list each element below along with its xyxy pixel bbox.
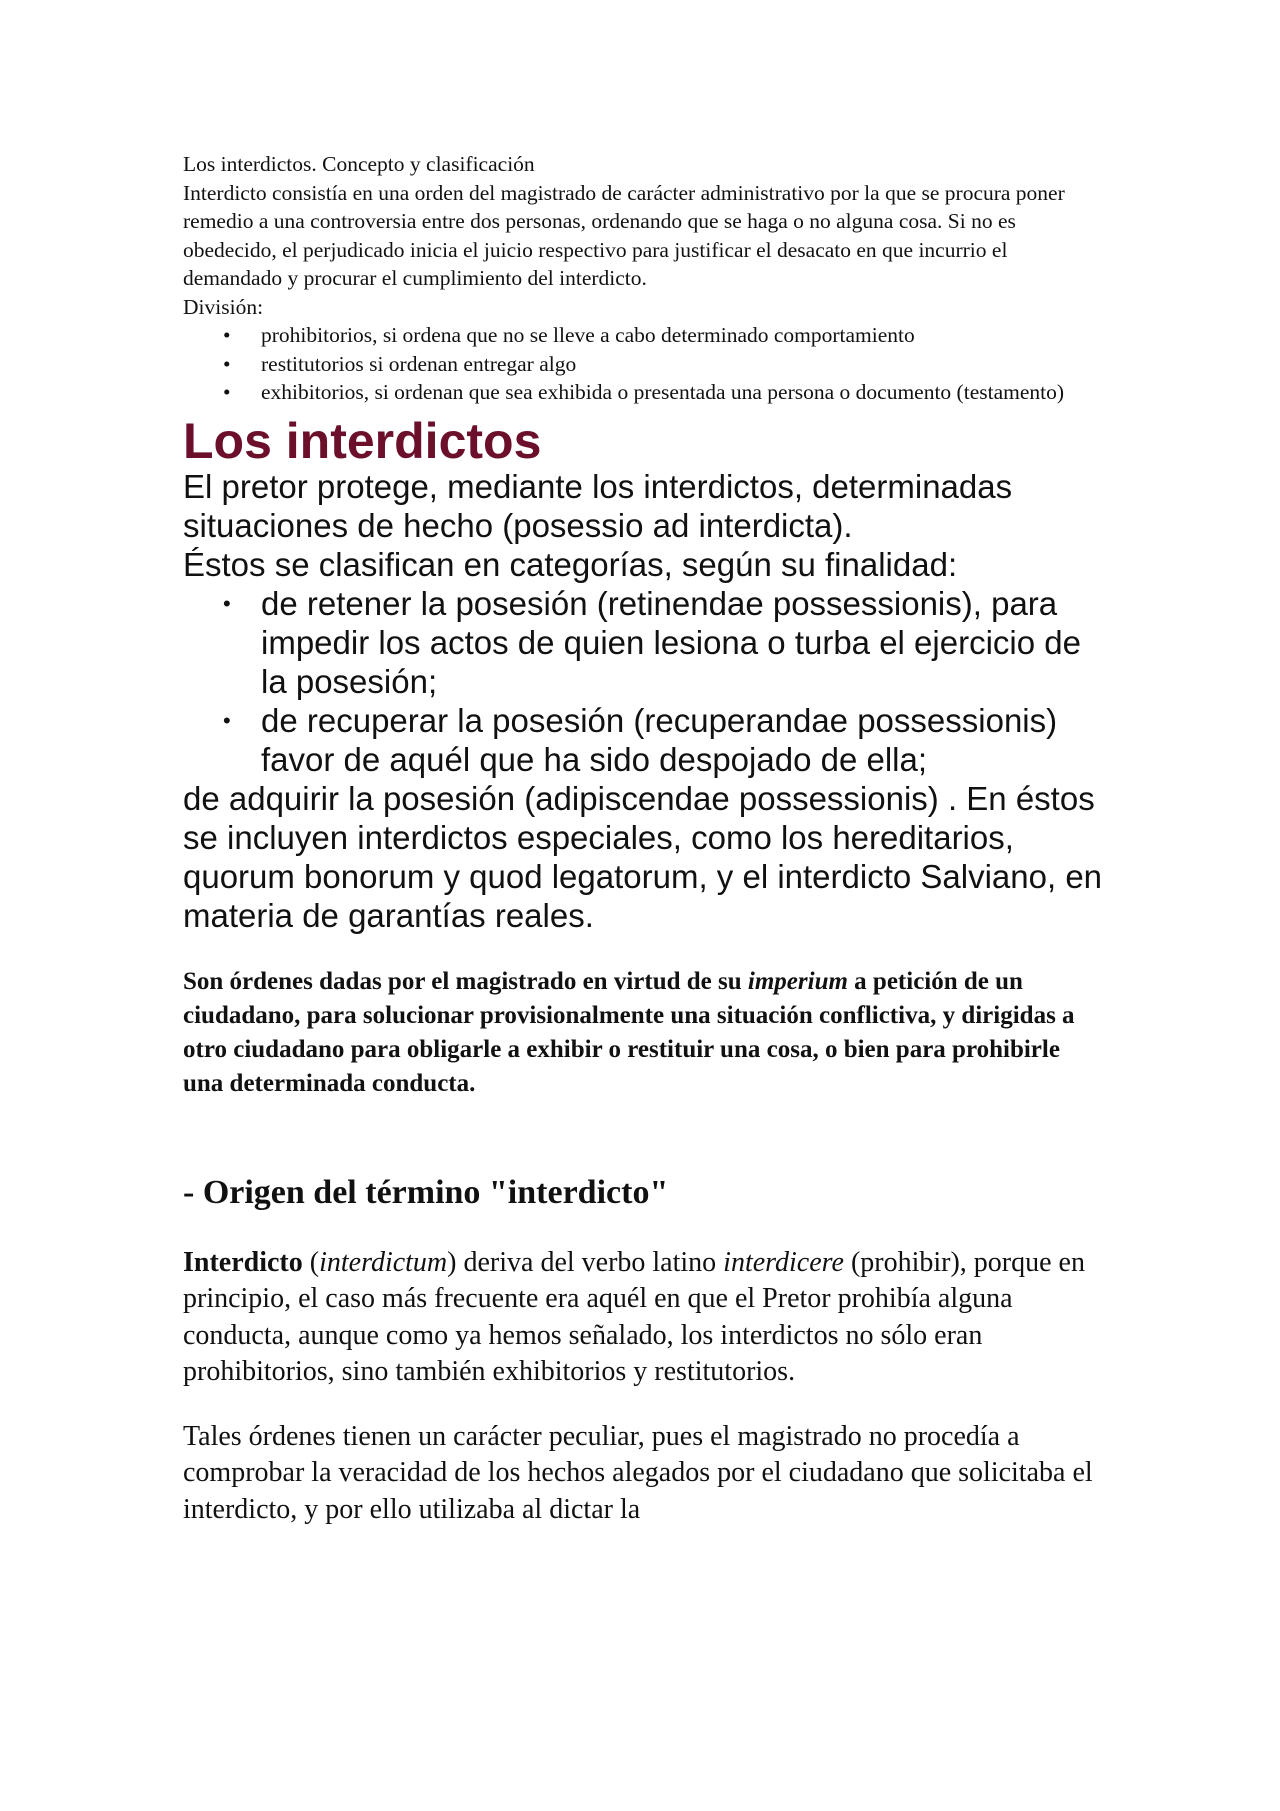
- text-fragment: ) deriva del verbo latino: [447, 1246, 724, 1278]
- slide-paragraph: El pretor protege, mediante los interdictos, determinadas situaciones de hecho (posessio ad interdicta).: [183, 467, 1013, 544]
- slide-body: [183, 467, 1103, 935]
- category-item: • de recuperar la posesión (recuperandae possessionis) favor de aquél que ha sido despojado de ella;: [183, 701, 1103, 779]
- intro-paragraph: Interdicto consistía en una orden del magistrado de carácter administrativo por la que se procura poner remedio a una controversia entre dos personas, ordenando que se haga o no alguna cosa. Si no es obedecido, el perjudicado inicia el juicio respectivo para justificar el desacato en que incurrio el demandado y procurar el cumplimiento del interdicto.: [183, 180, 1065, 290]
- intro-title: Los interdictos. Concepto y clasificación: [183, 152, 535, 176]
- slide-paragraph: Éstos se clasifican en categorías, según su finalidad:: [183, 545, 958, 583]
- latin-term: interdictum: [319, 1246, 448, 1278]
- definition-text: Son órdenes dadas por el magistrado en virtud de su: [183, 967, 748, 995]
- category-list: [183, 584, 1103, 779]
- division-item: • exhibitorios, si ordenan que sea exhibida o presentada una persona o documento (testamento): [183, 378, 1103, 407]
- category-item: • de retener la posesión (retinendae possessionis), para impedir los actos de quien lesiona o turba el ejercicio de la posesión;: [183, 584, 1103, 701]
- origin-paragraph: [183, 1245, 1103, 1391]
- definition-italic-term: imperium: [747, 967, 848, 995]
- division-label: División:: [183, 294, 264, 319]
- latin-term: interdicere: [723, 1246, 844, 1278]
- term-bold: Interdicto: [183, 1246, 303, 1278]
- origin-section: [183, 1245, 1103, 1529]
- division-list: [183, 321, 1103, 407]
- origin-heading: - Origen del término "interdicto": [183, 1173, 669, 1211]
- definition-text: a petición de un ciudadano, para solucionar provisionalmente una situación conflictiva, y dirigidas a otro ciudadano para obligarle a exhibir o restituir una cosa, o bien para prohibirle una determinada conducta.: [183, 967, 1075, 1097]
- intro-section: [183, 150, 1103, 407]
- text-fragment: (: [302, 1246, 320, 1278]
- text-fragment: (prohibir), porque en principio, el caso más frecuente era aquél en que el Pretor prohibía alguna conducta, aunque como ya hemos señalado, los interdictos no sólo eran prohibitorios, sino también exhibitorios y restitutorios.: [183, 1246, 1085, 1387]
- origin-paragraph: Tales órdenes tienen un carácter peculiar, pues el magistrado no procedía a comprobar la veracidad de los hechos alegados por el ciudadano que solicitaba el interdicto, y por ello utilizaba al dictar la: [183, 1420, 1093, 1525]
- document-page: [183, 150, 1103, 1528]
- division-item: • restitutorios si ordenan entregar algo: [183, 350, 1103, 379]
- definition-paragraph: [183, 965, 1103, 1101]
- slide-heading: Los interdictos: [183, 412, 542, 469]
- slide-paragraph: de adquirir la posesión (adipiscendae possessionis) . En éstos se incluyen interdictos especiales, como los hereditarios, quorum bonorum y quod legatorum, y el interdicto Salviano, en materia de garantías reales.: [183, 779, 1103, 934]
- division-item: • prohibitorios, si ordena que no se lleve a cabo determinado comportamiento: [183, 321, 1103, 350]
